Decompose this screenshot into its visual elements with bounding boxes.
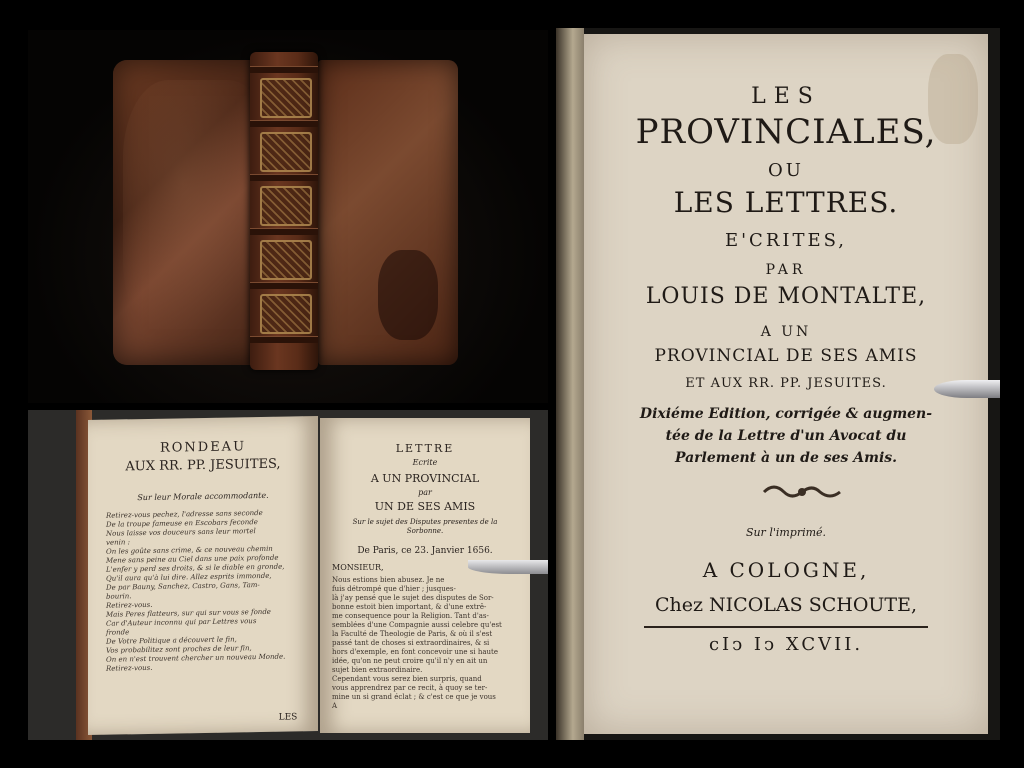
- spine-photo-panel: [28, 30, 548, 403]
- author-line: LOUIS DE MONTALTE,: [645, 284, 927, 309]
- lettre-date: De Paris, ce 23. Janvier 1656.: [357, 546, 493, 556]
- book-spine: [250, 52, 318, 370]
- year-line: cIↄ Iↄ XCVII.: [708, 634, 864, 655]
- title-line-9: PROVINCIAL DE SES AMIS: [654, 346, 918, 366]
- lettre-body-line: Nous estions bien abusez. Je ne: [332, 576, 445, 584]
- rondeau-line: Nous laisse vos douceurs sans leur mortel: [106, 527, 256, 538]
- title-line-8: A UN: [760, 324, 812, 340]
- edition-line-3: Parlement à un de ses Amis.: [674, 450, 898, 466]
- rondeau-line: De la troupe fameuse en Escobars feconde: [106, 518, 258, 529]
- rondeau-line: fronde: [106, 628, 130, 637]
- lettre-body-line: fuis détrompé que d'hier ; jusques-: [332, 585, 456, 593]
- page-knife: [934, 380, 1000, 398]
- lettre-body-line: passé tant de choses si extraordinaires, & si: [332, 639, 490, 647]
- rondeau-tagline: Sur leur Morale accommodante.: [137, 490, 269, 503]
- spine-ornament: [260, 294, 312, 334]
- rondeau-text: [106, 508, 306, 673]
- lettre-body-line: la Faculté de Theologie de Paris, & où il s'est: [332, 630, 493, 638]
- lettre-salutation: MONSIEUR,: [332, 563, 384, 572]
- right-page: [320, 418, 530, 733]
- spine-ornament: [260, 240, 312, 280]
- lettre-body-line: sujet bien extraordinaire.: [332, 666, 423, 674]
- rondeau-line: De Votre Politique a découvert le fin,: [106, 635, 237, 646]
- rondeau-line: Qu'il aura qu'à lui dire. Allez esprits immonde,: [106, 571, 272, 583]
- edition-line-2: tée de la Lettre d'un Avocat du: [665, 428, 907, 444]
- title-line-2: PROVINCIALES,: [635, 112, 937, 152]
- page-knife: [468, 560, 548, 574]
- lettre-title: LETTRE: [395, 442, 455, 455]
- rondeau-line: On en n'est trouvent chercher un nouveau Monde.: [106, 652, 286, 664]
- rondeau-line: Mene sans peine au Ciel dans une paix profonde: [106, 553, 279, 565]
- lettre-body: [332, 576, 517, 711]
- printer-line: Chez NICOLAS SCHOUTE,: [654, 594, 917, 616]
- lettre-body-line: bonne estoit bien important, & d'une extrê-: [332, 603, 487, 611]
- title-line-3: OU: [768, 160, 804, 181]
- lettre-body-line: A: [332, 702, 338, 710]
- lettre-body-line: là j'ay pensé que le sujet des disputes de Sor-: [332, 594, 494, 602]
- rondeau-line: venin :: [106, 538, 130, 547]
- rondeau-line: On les goûte sans crime, & ce nouveau chemin: [106, 544, 273, 556]
- rondeau-line: Retirez-vous.: [106, 663, 153, 673]
- title-line-10: ET AUX RR. PP. JESUITES.: [685, 376, 887, 391]
- rondeau-line: L'enfer y perd ses droits, & si le diable en gronde,: [106, 562, 285, 574]
- spine-ornament: [260, 186, 312, 226]
- lettre-body-line: me consequence pour la Religion. Tant d'as-: [332, 612, 489, 620]
- rondeau-line: Retirez-vous pechez, l'adresse sans seconde: [106, 508, 263, 520]
- lettre-to: A UN PROVINCIAL: [370, 472, 480, 485]
- imprint-rule: [644, 626, 928, 628]
- rondeau-title: RONDEAU: [159, 439, 247, 456]
- title-page: [584, 34, 988, 734]
- spine-ornament: [260, 132, 312, 172]
- rondeau-line: Car d'Auteur inconnu qui par Lettres vous: [106, 617, 257, 628]
- lettre-body-line: mine un si grand éclat ; & c'est ce que je vous: [332, 693, 496, 701]
- rondeau-line: bourin.: [106, 592, 132, 601]
- rondeau-line: Mais Peres flatteurs, sur qui sur vous se fonde: [106, 607, 271, 619]
- title-line-1: LES: [751, 84, 821, 109]
- lettre-sujet: Sur le sujet des Disputes presentes de la Sorbonne.: [352, 518, 498, 535]
- edition-line-1: Dixiéme Edition, corrigée & augmen-: [639, 406, 933, 422]
- title-page-panel: [556, 28, 1000, 740]
- lettre-par: par: [418, 488, 432, 497]
- open-book-panel: [28, 410, 548, 740]
- rondeau-line: Retirez-vous.: [106, 600, 153, 610]
- lettre-from: UN DE SES AMIS: [374, 500, 476, 513]
- gutter: [556, 28, 584, 740]
- title-line-6: PAR: [765, 262, 807, 278]
- rondeau-subtitle: AUX RR. PP. JESUITES,: [125, 456, 281, 475]
- lettre-body-line: semblées d'une Compagnie aussi celebre qu'est: [332, 621, 502, 629]
- title-line-4: LES LETTRES.: [673, 186, 899, 219]
- lettre-body-line: idée, qu'on ne peut croire qu'il n'y en ait un: [332, 657, 488, 665]
- city-line: A COLOGNE,: [702, 558, 870, 582]
- lettre-subtitle: Ecrite: [412, 458, 438, 467]
- imprint-line: Sur l'imprimé.: [745, 526, 827, 539]
- left-page: [88, 416, 318, 735]
- printers-ornament: [762, 482, 842, 502]
- rondeau-line: De par Bauny, Sanchez, Castro, Gans, Tam-: [106, 581, 260, 592]
- lettre-body-line: Cependant vous serez bien surpris, quand: [332, 675, 482, 683]
- rondeau-line: Vos probabilitez sont proches de leur fin,: [106, 644, 252, 655]
- book-back-cover: [318, 60, 458, 365]
- catchword: LES: [278, 712, 298, 723]
- lettre-body-line: vous apprendrez par ce recit, à quoy se ter-: [332, 684, 488, 692]
- spine-ornament: [260, 78, 312, 118]
- title-line-5: E'CRITES,: [724, 230, 848, 251]
- lettre-body-line: hors d'exemple, en font concevoir une si haute: [332, 648, 498, 656]
